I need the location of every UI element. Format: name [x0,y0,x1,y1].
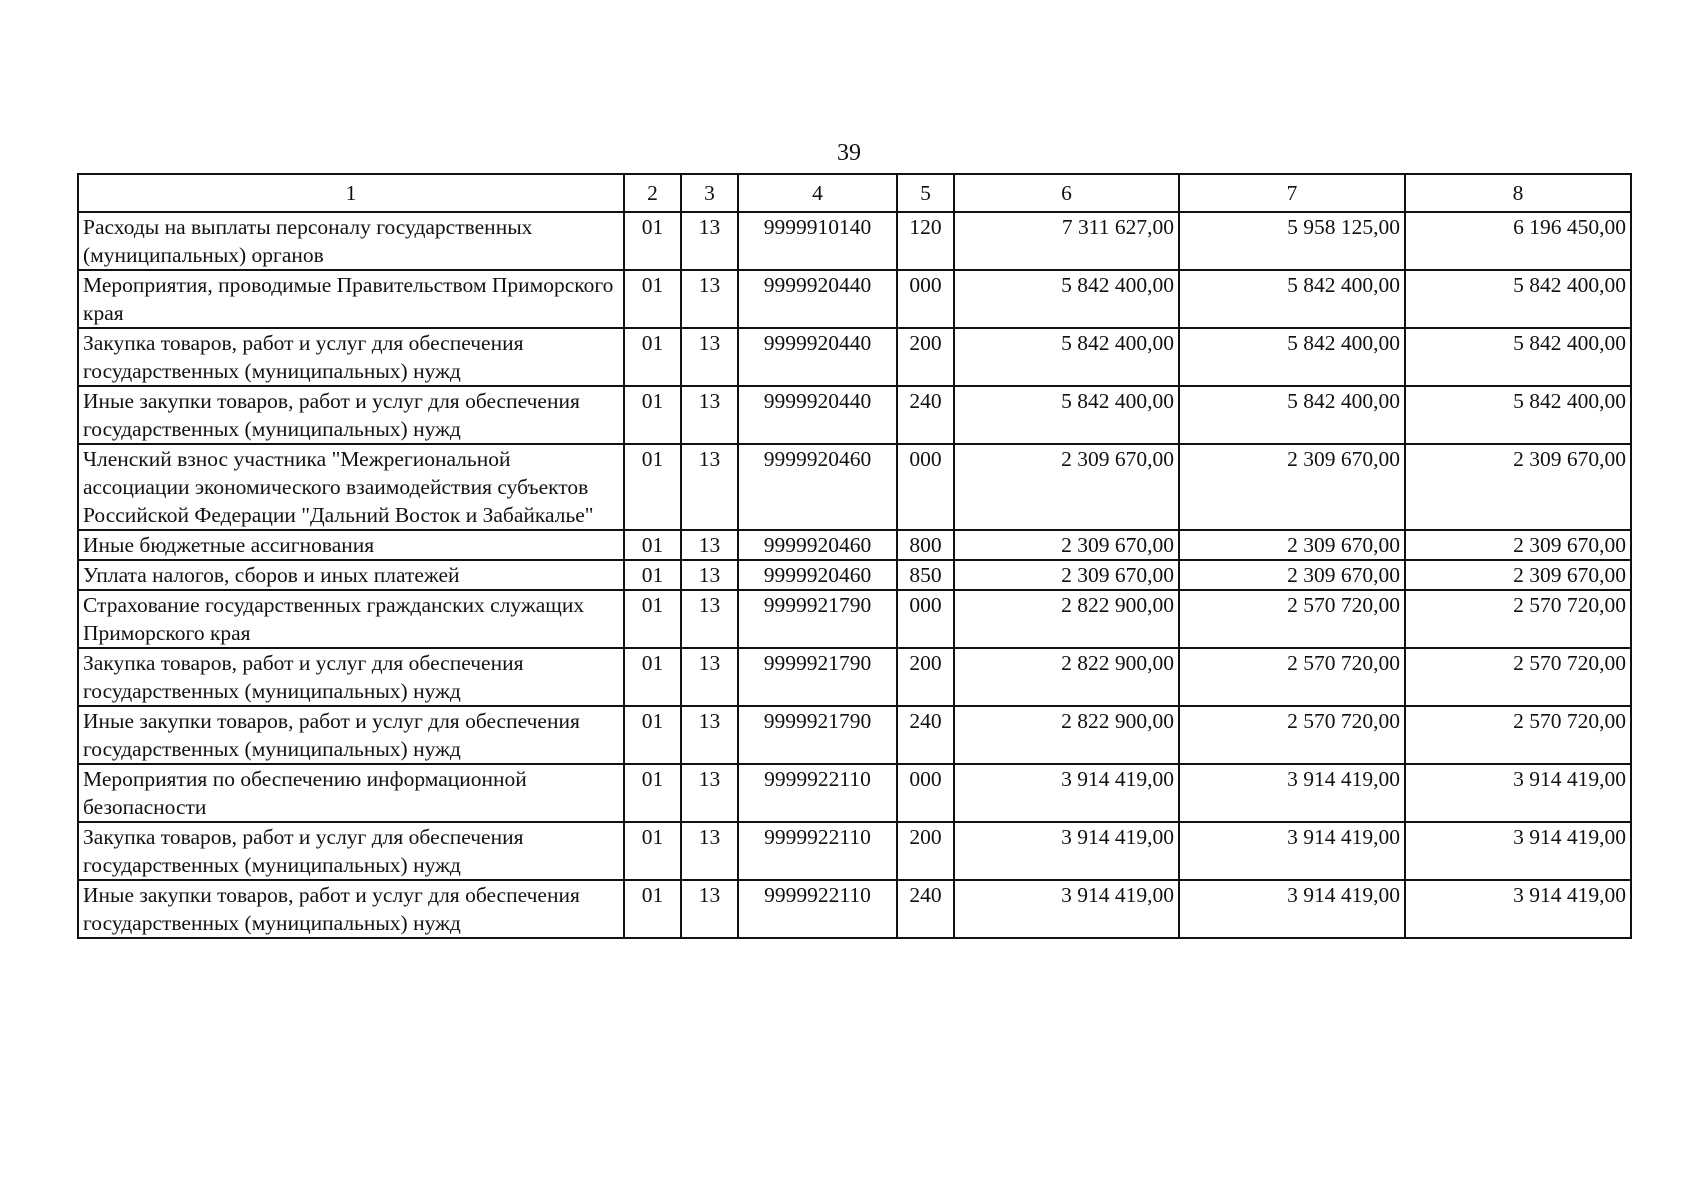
expense-type-cell: 240 [897,880,954,938]
expense-type-cell: 200 [897,822,954,880]
amount-col8-cell: 2 309 670,00 [1405,530,1631,560]
amount-col7-cell: 2 570 720,00 [1179,706,1405,764]
target-article-cell: 9999922110 [738,822,897,880]
amount-col8-cell: 5 842 400,00 [1405,386,1631,444]
expense-type-cell: 000 [897,270,954,328]
amount-col6-cell: 5 842 400,00 [954,386,1179,444]
target-article-cell: 9999920440 [738,270,897,328]
table-row [78,706,1631,764]
target-article-cell: 9999910140 [738,212,897,270]
amount-col6-cell: 2 822 900,00 [954,706,1179,764]
target-article-cell: 9999920460 [738,444,897,530]
amount-col6-cell: 7 311 627,00 [954,212,1179,270]
expense-type-cell: 000 [897,590,954,648]
amount-col7-cell: 2 570 720,00 [1179,590,1405,648]
target-article-cell: 9999920460 [738,530,897,560]
column-header: 6 [954,174,1179,212]
section-code-cell: 01 [624,212,681,270]
section-code-cell: 01 [624,648,681,706]
amount-col6-cell: 2 309 670,00 [954,444,1179,530]
expense-type-cell: 000 [897,764,954,822]
table-row [78,880,1631,938]
amount-col7-cell: 5 842 400,00 [1179,328,1405,386]
row-name-cell: Закупка товаров, работ и услуг для обеспечения государственных (муниципальных) нужд [78,328,624,386]
table-row [78,764,1631,822]
target-article-cell: 9999922110 [738,764,897,822]
amount-col6-cell: 2 822 900,00 [954,648,1179,706]
amount-col7-cell: 2 570 720,00 [1179,648,1405,706]
subsection-code-cell: 13 [681,648,738,706]
header-row [78,174,1631,212]
amount-col8-cell: 6 196 450,00 [1405,212,1631,270]
row-name-cell: Расходы на выплаты персоналу государственных (муниципальных) органов [78,212,624,270]
expense-type-cell: 240 [897,706,954,764]
table-row [78,386,1631,444]
amount-col6-cell: 5 842 400,00 [954,270,1179,328]
amount-col8-cell: 3 914 419,00 [1405,764,1631,822]
row-name-cell: Иные закупки товаров, работ и услуг для обеспечения государственных (муниципальных) нужд [78,706,624,764]
row-name-cell: Иные закупки товаров, работ и услуг для обеспечения государственных (муниципальных) нужд [78,880,624,938]
amount-col8-cell: 2 570 720,00 [1405,706,1631,764]
amount-col6-cell: 3 914 419,00 [954,822,1179,880]
subsection-code-cell: 13 [681,444,738,530]
section-code-cell: 01 [624,328,681,386]
target-article-cell: 9999920460 [738,560,897,590]
section-code-cell: 01 [624,560,681,590]
amount-col8-cell: 2 309 670,00 [1405,560,1631,590]
column-header: 4 [738,174,897,212]
column-header: 1 [78,174,624,212]
column-header: 7 [1179,174,1405,212]
amount-col6-cell: 3 914 419,00 [954,880,1179,938]
expense-type-cell: 120 [897,212,954,270]
row-name-cell: Закупка товаров, работ и услуг для обеспечения государственных (муниципальных) нужд [78,822,624,880]
amount-col7-cell: 3 914 419,00 [1179,822,1405,880]
subsection-code-cell: 13 [681,530,738,560]
section-code-cell: 01 [624,444,681,530]
table-row [78,560,1631,590]
subsection-code-cell: 13 [681,590,738,648]
expense-type-cell: 000 [897,444,954,530]
budget-table [77,173,1632,939]
column-header: 3 [681,174,738,212]
target-article-cell: 9999921790 [738,706,897,764]
table-row [78,212,1631,270]
amount-col7-cell: 5 842 400,00 [1179,270,1405,328]
amount-col6-cell: 2 822 900,00 [954,590,1179,648]
expense-type-cell: 800 [897,530,954,560]
subsection-code-cell: 13 [681,386,738,444]
amount-col8-cell: 5 842 400,00 [1405,328,1631,386]
table-row [78,270,1631,328]
expense-type-cell: 200 [897,328,954,386]
table-row [78,648,1631,706]
amount-col6-cell: 3 914 419,00 [954,764,1179,822]
amount-col8-cell: 3 914 419,00 [1405,822,1631,880]
table-row [78,328,1631,386]
table-row [78,822,1631,880]
expense-type-cell: 200 [897,648,954,706]
amount-col8-cell: 3 914 419,00 [1405,880,1631,938]
amount-col8-cell: 2 570 720,00 [1405,590,1631,648]
column-header: 2 [624,174,681,212]
section-code-cell: 01 [624,530,681,560]
amount-col7-cell: 3 914 419,00 [1179,764,1405,822]
section-code-cell: 01 [624,880,681,938]
amount-col8-cell: 2 309 670,00 [1405,444,1631,530]
table-body [78,212,1631,938]
amount-col6-cell: 2 309 670,00 [954,560,1179,590]
table-row [78,444,1631,530]
amount-col6-cell: 2 309 670,00 [954,530,1179,560]
subsection-code-cell: 13 [681,328,738,386]
section-code-cell: 01 [624,706,681,764]
row-name-cell: Членский взнос участника "Межрегиональной ассоциации экономического взаимодействия субъектов Российской Федерации "Дальний Восток и Забайкалье" [78,444,624,530]
target-article-cell: 9999922110 [738,880,897,938]
amount-col8-cell: 5 842 400,00 [1405,270,1631,328]
amount-col7-cell: 2 309 670,00 [1179,530,1405,560]
section-code-cell: 01 [624,386,681,444]
row-name-cell: Мероприятия, проводимые Правительством Приморского края [78,270,624,328]
section-code-cell: 01 [624,590,681,648]
amount-col7-cell: 2 309 670,00 [1179,444,1405,530]
row-name-cell: Закупка товаров, работ и услуг для обеспечения государственных (муниципальных) нужд [78,648,624,706]
subsection-code-cell: 13 [681,880,738,938]
column-header: 8 [1405,174,1631,212]
expense-type-cell: 850 [897,560,954,590]
target-article-cell: 9999920440 [738,328,897,386]
subsection-code-cell: 13 [681,270,738,328]
amount-col8-cell: 2 570 720,00 [1405,648,1631,706]
section-code-cell: 01 [624,764,681,822]
table-row [78,590,1631,648]
section-code-cell: 01 [624,822,681,880]
table-row [78,530,1631,560]
target-article-cell: 9999921790 [738,648,897,706]
row-name-cell: Иные бюджетные ассигнования [78,530,624,560]
row-name-cell: Иные закупки товаров, работ и услуг для обеспечения государственных (муниципальных) нужд [78,386,624,444]
subsection-code-cell: 13 [681,560,738,590]
amount-col6-cell: 5 842 400,00 [954,328,1179,386]
subsection-code-cell: 13 [681,822,738,880]
expense-type-cell: 240 [897,386,954,444]
amount-col7-cell: 5 842 400,00 [1179,386,1405,444]
subsection-code-cell: 13 [681,764,738,822]
target-article-cell: 9999921790 [738,590,897,648]
target-article-cell: 9999920440 [738,386,897,444]
amount-col7-cell: 2 309 670,00 [1179,560,1405,590]
amount-col7-cell: 3 914 419,00 [1179,880,1405,938]
page-number: 39 [837,140,861,166]
subsection-code-cell: 13 [681,706,738,764]
subsection-code-cell: 13 [681,212,738,270]
row-name-cell: Страхование государственных гражданских служащих Приморского края [78,590,624,648]
row-name-cell: Уплата налогов, сборов и иных платежей [78,560,624,590]
amount-col7-cell: 5 958 125,00 [1179,212,1405,270]
row-name-cell: Мероприятия по обеспечению информационной безопасности [78,764,624,822]
column-header: 5 [897,174,954,212]
section-code-cell: 01 [624,270,681,328]
